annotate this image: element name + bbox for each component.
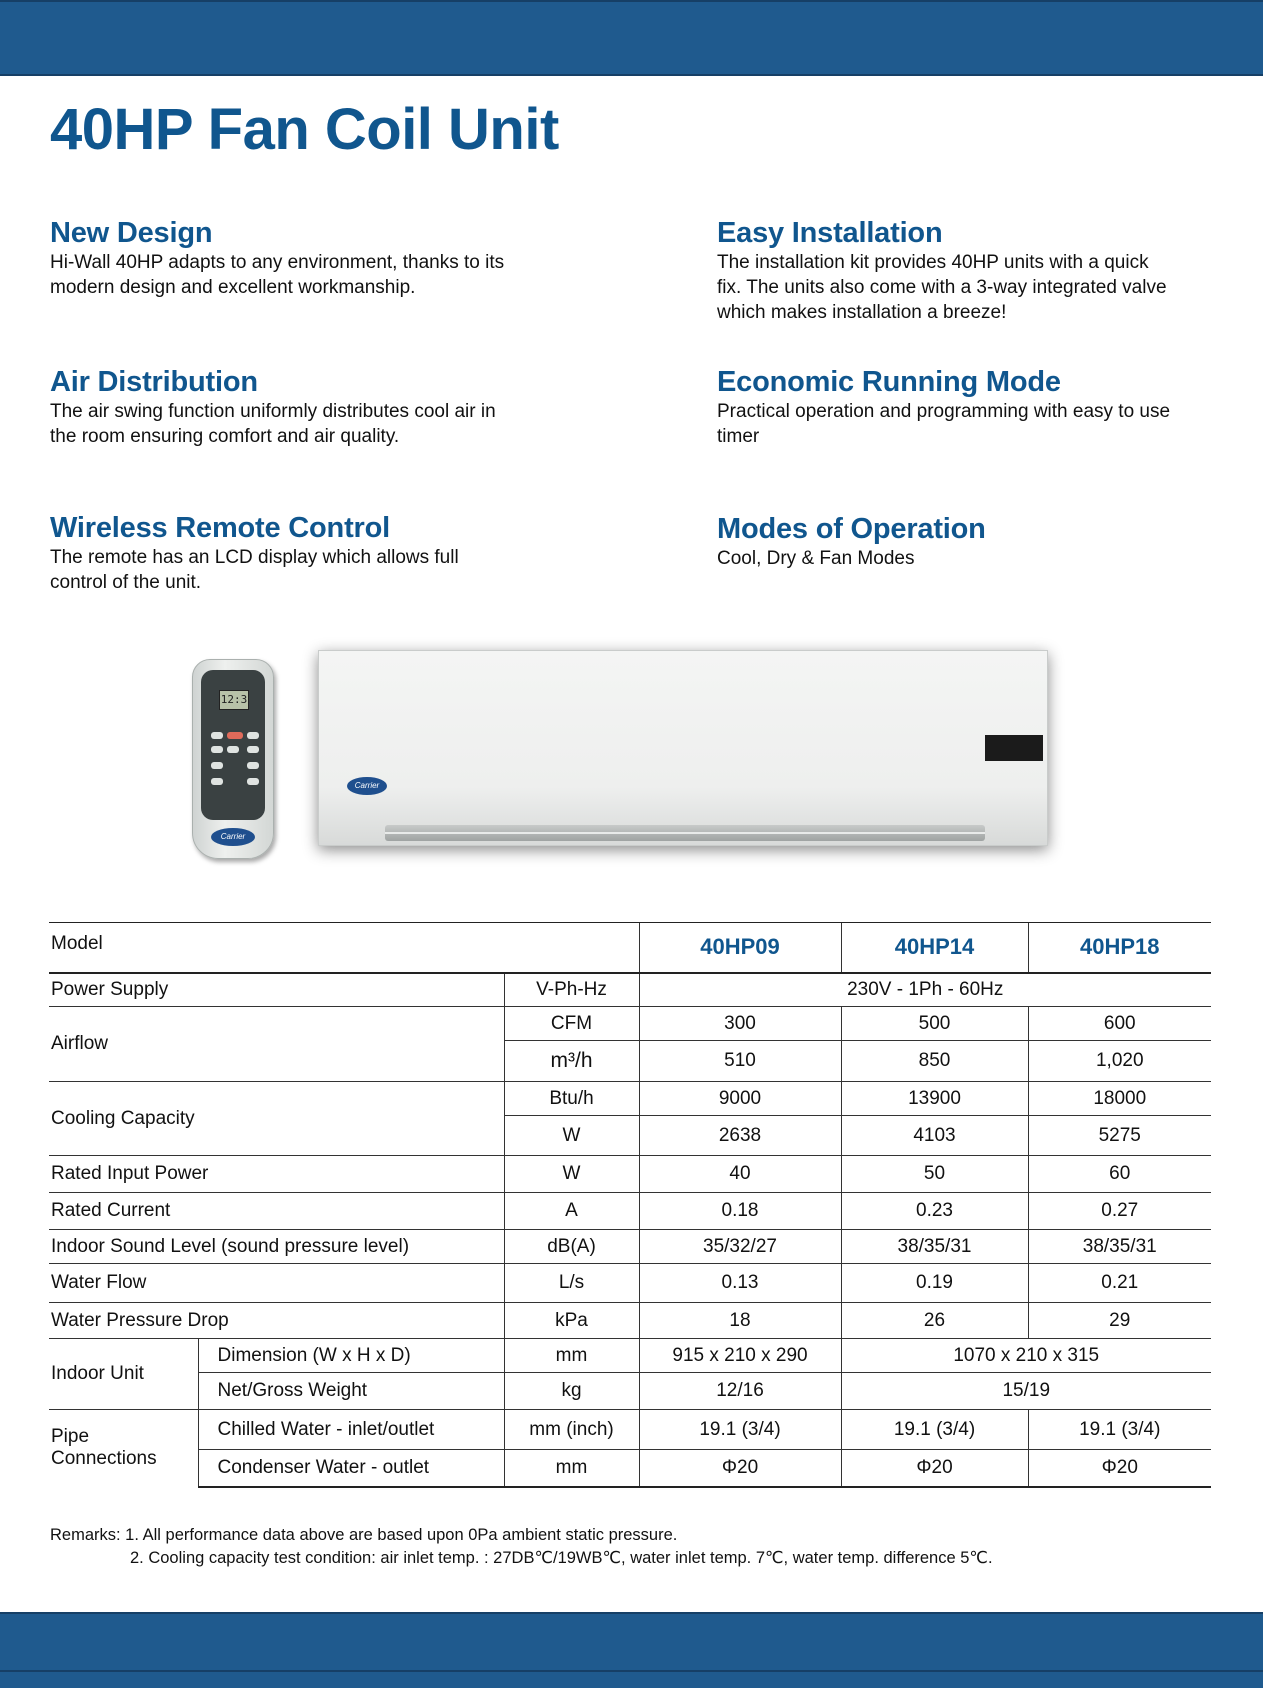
carrier-logo-icon: Carrier	[211, 828, 255, 846]
unit-body	[318, 650, 1048, 846]
table-row: Water Flow L/s 0.13 0.19 0.21	[49, 1264, 1211, 1303]
page-title: 40HP Fan Coil Unit	[50, 97, 559, 162]
feature-easy-installation	[717, 216, 1237, 325]
feature-title: Modes of Operation	[717, 513, 986, 545]
feature-title: Wireless Remote Control	[50, 512, 390, 544]
feature-title: New Design	[50, 217, 213, 249]
table-row: W 2638 4103 5275	[49, 1116, 1211, 1156]
table-row: Power Supply V-Ph-Hz 230V - 1Ph - 60Hz	[49, 973, 1211, 1007]
footer-band	[0, 1612, 1263, 1688]
carrier-logo-icon: Carrier	[347, 777, 387, 795]
model-40hp18: 40HP18	[1028, 923, 1211, 973]
feature-title: Economic Running Mode	[717, 366, 1061, 398]
table-row: Rated Current A 0.18 0.23 0.27	[49, 1193, 1211, 1230]
model-40hp09: 40HP09	[639, 923, 841, 973]
table-row: Airflow CFM 300 500 600	[49, 1007, 1211, 1041]
feature-economic-running-mode	[717, 365, 1237, 449]
feature-text: The installation kit provides 40HP units with a quick fix. The units also come with a 3-way integrated valve which makes installation a breeze!	[717, 252, 1167, 323]
remote-keypad	[201, 670, 265, 820]
table-row: Pipe Connections Chilled Water - inlet/outlet mm (inch) 19.1 (3/4) 19.1 (3/4) 19.1 (3/4)	[49, 1410, 1211, 1450]
header-band	[0, 0, 1263, 76]
feature-title: Air Distribution	[50, 366, 258, 398]
model-label: Model	[49, 923, 639, 973]
feature-text: The air swing function uniformly distributes cool air in the room ensuring comfort and air quality.	[50, 401, 496, 447]
feature-wireless-remote-control	[50, 511, 570, 595]
table-row: Indoor Sound Level (sound pressure level) dB(A) 35/32/27 38/35/31 38/35/31	[49, 1230, 1211, 1264]
table-row: Rated Input Power W 40 50 60	[49, 1156, 1211, 1193]
remark-line: Remarks: 1. All performance data above are based upon 0Pa ambient static pressure.	[50, 1526, 678, 1544]
model-40hp14: 40HP14	[841, 923, 1028, 973]
spec-table	[49, 922, 1211, 1488]
table-row: Indoor Unit Dimension (W x H x D) mm 915 x 210 x 290 1070 x 210 x 315	[49, 1339, 1211, 1373]
feature-modes-of-operation	[717, 512, 1237, 571]
feature-new-design	[50, 216, 570, 300]
remarks	[50, 1524, 993, 1570]
feature-text: The remote has an LCD display which allows full control of the unit.	[50, 547, 459, 593]
table-row: Water Pressure Drop kPa 18 26 29	[49, 1303, 1211, 1339]
feature-text: Practical operation and programming with easy to use timer	[717, 401, 1171, 447]
feature-text: Hi-Wall 40HP adapts to any environment, thanks to its modern design and excellent workmanship.	[50, 252, 505, 298]
fan-coil-unit-image	[312, 644, 1054, 858]
remark-line: 2. Cooling capacity test condition: air inlet temp. : 27DB℃/19WB℃, water inlet temp. 7℃, water temp. difference 5℃.	[130, 1549, 993, 1567]
feature-title: Easy Installation	[717, 217, 943, 249]
remote-control-image	[192, 659, 274, 859]
remote-lcd: 12:3	[219, 690, 249, 710]
table-row: Condenser Water - outlet mm Φ20 Φ20 Φ20	[49, 1450, 1211, 1487]
table-row: Net/Gross Weight kg 12/16 15/19	[49, 1373, 1211, 1410]
table-row: m³/h 510 850 1,020	[49, 1041, 1211, 1082]
feature-air-distribution	[50, 365, 570, 449]
table-row: Cooling Capacity Btu/h 9000 13900 18000	[49, 1082, 1211, 1116]
air-vent	[385, 825, 985, 841]
unit-display	[985, 735, 1043, 761]
feature-text: Cool, Dry & Fan Modes	[717, 548, 915, 569]
table-header-row	[49, 923, 1211, 973]
